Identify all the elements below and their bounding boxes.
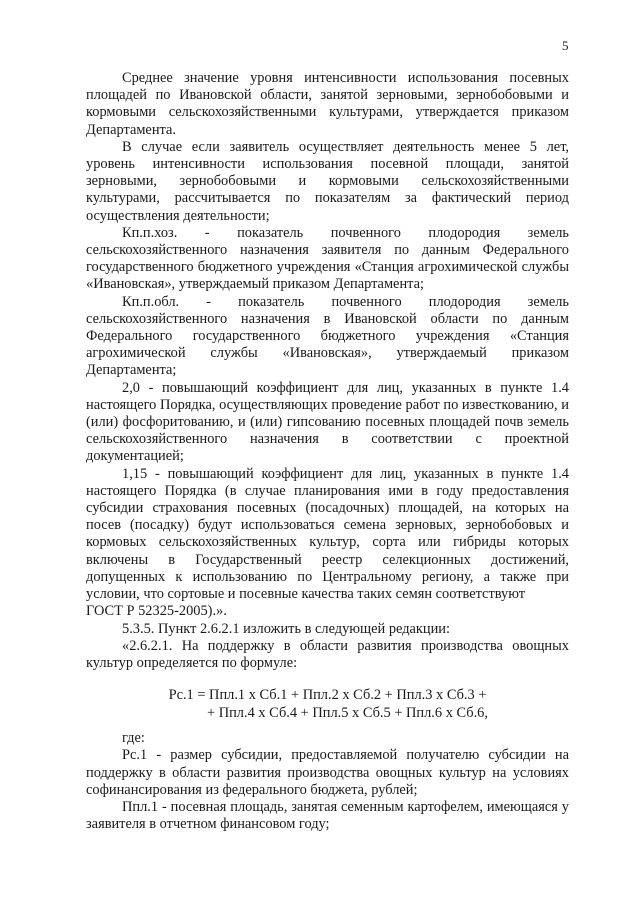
paragraph-clause-5-3-5: 5.3.5. Пункт 2.6.2.1 изложить в следующей редакции: bbox=[122, 620, 451, 637]
subsidy-formula bbox=[86, 686, 569, 722]
paragraph-kpp-obl: Кп.п.обл. - показатель почвенного плодородия земель сельскохозяйственного назначения в Ивановской области по данным Федерального государственного бюджетного учреждения «Станция агрохимической службы «Ивановская», утверждаемый приказом Департамента; bbox=[86, 293, 569, 379]
paragraph-coefficient-1-15: 1,15 - повышающий коэффициент для лиц, указанных в пункте 1.4 настоящего Порядка (в случае планирования ими в году предоставления субсидии страхования посевных (посадочных) площадей, на которых на посев (посадку) будут использоваться семена зерновых, зернобобовых и кормовых сельскохозяйственных культур, сорта или гибриды которых включены в Государственный реестр селекционных достижений, допущенных к использованию по Центральному региону, а также при условии, что сортовые и посевные качества таких семян соответствуют bbox=[86, 465, 569, 603]
paragraph-gost-reference: ГОСТ Р 52325-2005).». bbox=[86, 603, 227, 620]
paragraph-ppl1-definition: Ппл.1 - посевная площадь, занятая семенным картофелем, имеющаяся у заявителя в отчетном финансовом году; bbox=[86, 798, 569, 833]
paragraph-average-intensity: Среднее значение уровня интенсивности использования посевных площадей по Ивановской области, занятой зерновыми, зернобобовыми и кормовыми сельскохозяйственными культурами, утверждается приказом Департамента. bbox=[86, 70, 569, 138]
paragraph-where: где: bbox=[122, 730, 145, 747]
paragraph-clause-2-6-2-1: «2.6.2.1. На поддержку в области развития производства овощных культур определяется по формуле: bbox=[86, 637, 569, 671]
formula-line-1: Рс.1 = Ппл.1 x Сб.1 + Ппл.2 x Сб.2 + Ппл.3 x Сб.3 + bbox=[168, 687, 487, 704]
formula-line-2: + Ппл.4 x Сб.4 + Ппл.5 x Сб.5 + Ппл.6 x Сб.6, bbox=[207, 705, 488, 722]
document-body bbox=[86, 70, 569, 833]
page-number: 5 bbox=[562, 38, 569, 53]
paragraph-rs1-definition: Рс.1 - размер субсидии, предоставляемой получателю субсидии на поддержку в области развития производства овощных культур на условиях софинансирования из федерального бюджета, рублей; bbox=[86, 747, 569, 798]
paragraph-coefficient-2-0: 2,0 - повышающий коэффициент для лиц, указанных в пункте 1.4 настоящего Порядка, осуществляющих проведение работ по известкованию, и (или) фосфоритованию, и (или) гипсованию посевных площадей почв земель сельскохозяйственного назначения в соответствии с проектной документацией; bbox=[86, 379, 569, 465]
paragraph-less-than-5-years: В случае если заявитель осуществляет деятельность менее 5 лет, уровень интенсивности использования посевной площади, занятой зерновыми, зернобобовыми и кормовыми сельскохозяйственными культурами, рассчитывается по показателям за фактический период осуществления деятельности; bbox=[86, 138, 569, 224]
paragraph-kpp-hoz: Кп.п.хоз. - показатель почвенного плодородия земель сельскохозяйственного назначения заявителя по данным Федерального государственного бюджетного учреждения «Станция агрохимической службы «Ивановская», утверждаемый приказом Департамента; bbox=[86, 224, 569, 293]
